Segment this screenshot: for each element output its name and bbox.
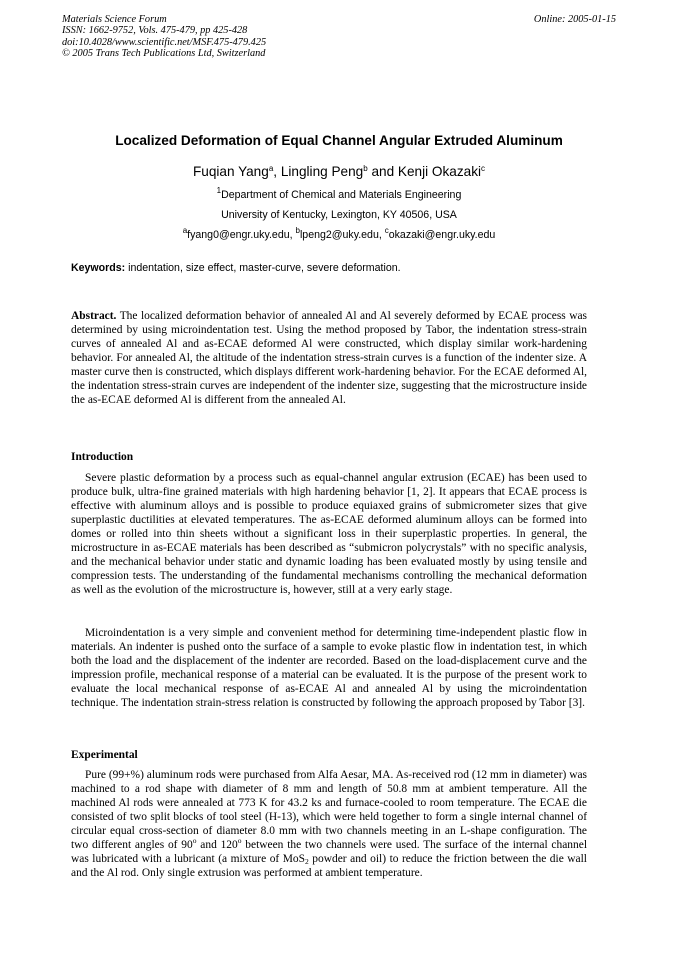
online-date: Online: 2005-01-15 [533, 14, 616, 25]
email-sep: , [378, 229, 385, 241]
department-text: Department of Chemical and Materials Engineering [221, 189, 462, 201]
paragraph-text: Severe plastic deformation by a process such as equal-channel angular extrusion (ECAE) has been used to produce bulk, ultra-fine grained materials with high hardening behavior [1, 2]. It appears that ECAE process is effective with aluminum alloys and is possible to produce equiaxed grains of submicrometer sizes that give superplastic ductilities at elevated temperatures. The as-ECAE deformed aluminum alloys can be formed into domes or rolled into thin sheets without a significant loss in their superplastic properties. In general, the microstructure in as-ECAE materials has been described as “submicron polycrystals” with no specific analysis, and the mechanical behavior under static and dynamic loading has been evaluated mostly by using tensile and compression tests. The understanding of the fundamental mechanisms controlling the mechanical deformation as well as the evolution of the microstructure is, however, still at a very early stage. [71, 472, 587, 597]
keywords-label: Keywords: [71, 262, 126, 274]
paper-title: Localized Deformation of Equal Channel Angular Extruded Aluminum [115, 133, 563, 148]
author-name: Kenji Okazaki [397, 164, 482, 179]
introduction-paragraph-1 [71, 471, 587, 597]
email-link[interactable]: fyang0@engr.uky.edu [187, 229, 290, 241]
author-emails [0, 226, 678, 241]
email-link[interactable]: lpeng2@uky.edu [299, 229, 379, 241]
author-list [0, 164, 678, 179]
section-heading-experimental: Experimental [71, 749, 138, 761]
author-sup: a [268, 164, 274, 173]
introduction-paragraph-2 [71, 626, 587, 710]
author-sup: b [363, 164, 368, 173]
abstract-text: The localized deformation behavior of annealed Al and Al severely deformed by ECAE process was determined by using microindentation test. Using the method proposed by Tabor, the indentation stress-strain curves of annealed Al and as-ECAE deformed Al were constructed, which display similar work-hardening behavior. For annealed Al, the altitude of the indentation stress-strain curves is a function of the indenter size. A master curve then is constructed, which displays different work-hardening behavior. For the ECAE deformed Al, the indentation stress-strain curves are independent of the indenter size, suggesting that the microstructure inside the as-ECAE deformed Al is different from the annealed Al. [71, 310, 587, 407]
degree-sup: o [192, 836, 197, 846]
email-sep: , [289, 229, 296, 241]
keywords-text: indentation, size effect, master-curve, severe deformation. [125, 262, 401, 274]
keywords-line [71, 262, 607, 274]
affiliation-department [0, 186, 678, 201]
email-link[interactable]: okazaki@engr.uky.edu [388, 229, 496, 241]
abstract-label: Abstract. [71, 310, 117, 322]
author-sep: , [273, 164, 281, 179]
paragraph-text: powder and oil) to reduce the friction between the die wall and the Al rod. Only single extrusion was performed at ambient temperature. [71, 853, 587, 880]
author-sep: and [367, 164, 398, 179]
experimental-paragraph-1 [71, 768, 587, 880]
issn-line: ISSN: 1662-9752, Vols. 475-479, pp 425-428 [62, 25, 248, 37]
degree-sup: o [237, 836, 242, 846]
abstract-paragraph [71, 309, 587, 407]
copyright-line: © 2005 Trans Tech Publications Ltd, Switzerland [62, 48, 266, 60]
paragraph-text: between the two channels were used. The surface of the internal channel was lubricated with a lubricant (a mixture of MoS [71, 839, 587, 866]
affiliation-sup: 1 [216, 186, 222, 195]
paragraph-text: Microindentation is a very simple and convenient method for determining time-independent plastic flow in materials. An indenter is pushed onto the surface of a sample to evoke plastic flow in indentation test, in which both the load and the displacement of the indenter are recorded. Based on the load-displacement curve and the impression profile, mechanical response of a material can be evaluated. It is the purpose of the present work to evaluate the local mechanical response of as-ECAE Al and annealed Al by using the microindentation technique. The indentation strain-stress relation is constructed by following the approach proposed by Tabor [3]. [71, 627, 587, 710]
author-name: Fuqian Yang [192, 164, 269, 179]
journal-header [62, 14, 616, 60]
author-name: Lingling Peng [280, 164, 364, 179]
affiliation-university: University of Kentucky, Lexington, KY 40506, USA [221, 209, 457, 221]
paragraph-text: and 120 [196, 839, 238, 852]
paragraph-text: Pure (99+%) aluminum rods were purchased from Alfa Aesar, MA. As-received rod (12 mm in diameter) was machined to a rod shape with diameter of 8 mm and length of 50.8 mm at ambient temperature. All the machined Al rods were annealed at 773 K for 43.2 ks and furnace-cooled to room temperature. The ECAE die consisted of two split blocks of tool steel (H-13), which were held together to form a single internal channel of circular equal cross-section of diameter 8.0 mm with two channels meeting in an L-shape configuration. The two different angles of 90 [71, 769, 587, 852]
email-sup: a [182, 226, 188, 235]
email-sup: b [295, 226, 300, 235]
journal-name: Materials Science Forum [62, 14, 167, 25]
section-heading-introduction: Introduction [71, 451, 134, 463]
doi-line: doi:10.4028/www.scientific.net/MSF.475-479.425 [62, 36, 267, 48]
email-sup: c [384, 226, 389, 235]
author-sup: c [481, 164, 486, 173]
subscript: 2 [305, 857, 309, 867]
